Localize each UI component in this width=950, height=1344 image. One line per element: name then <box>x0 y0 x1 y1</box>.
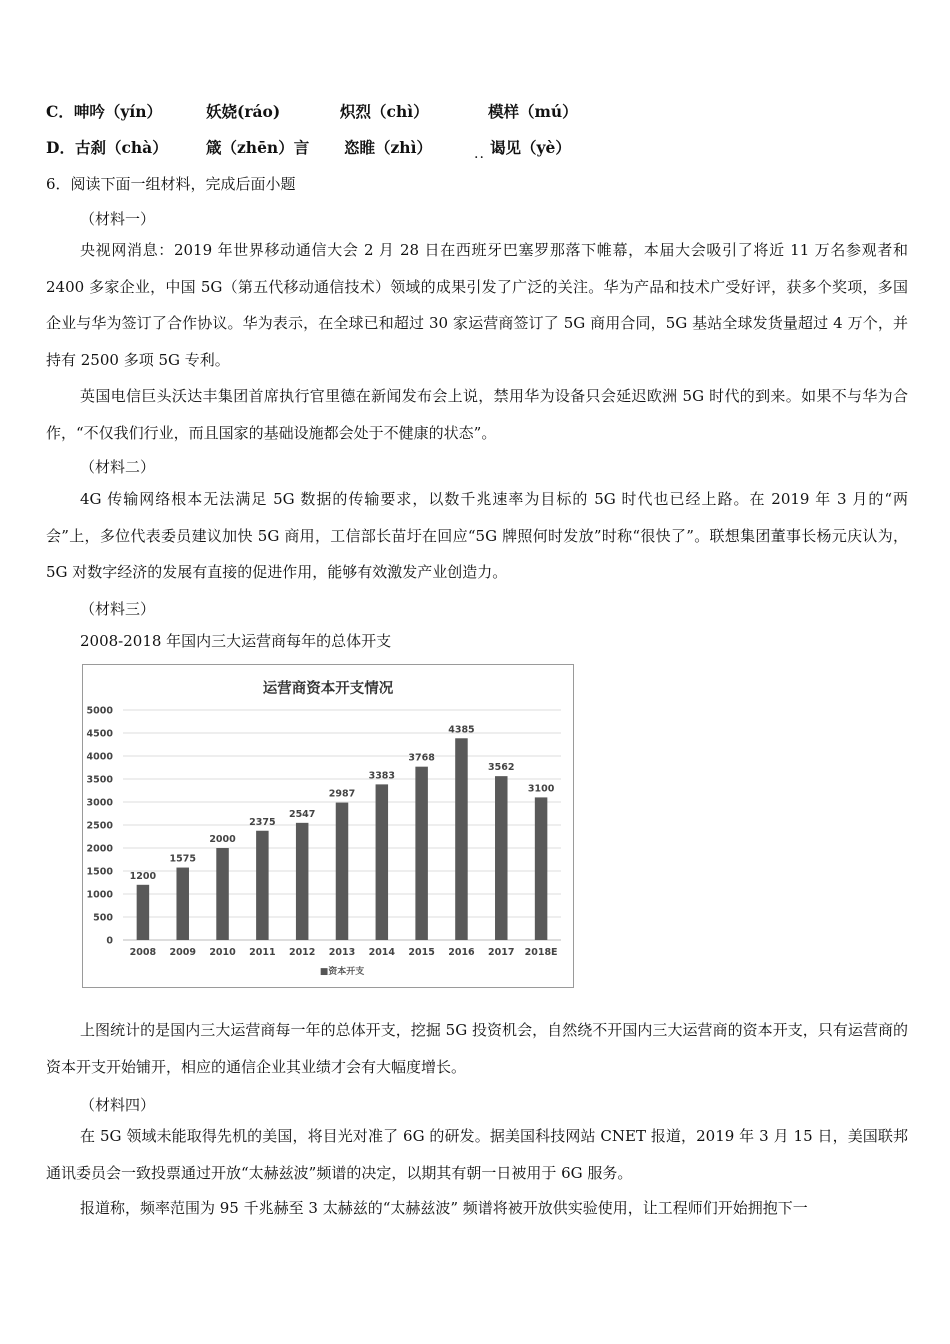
material-1-paragraph-1: 央视网消息：2019 年世界移动通信大会 2 月 28 日在西班牙巴塞罗那落下帷幕，本届大会吸引了将近 11 万名参观者和 2400 多家企业，中国 5G（第五代移动通信技术）领域的成果引发了广泛的关注。华为产品和技术广受好评，获多个奖项，多国企业与华为签订了合作协议。华为表示，在全球已和超过 30 家运营商签订了 5G 商用合同，5G 基站全球发货量超过 4 万个，并持有 2500 多项 5G 专利。 <box>46 241 908 369</box>
chart-title: 运营商资本开支情况 <box>262 681 394 697</box>
x-tick-label: 2016 <box>448 947 475 958</box>
y-tick-label: 4000 <box>86 751 113 763</box>
option-c-3: 炽烈（chì） <box>340 102 429 121</box>
material-3-paragraph-1: 上图统计的是国内三大运营商每一年的总体开支，挖掘 5G 投资机会，自然绕不开国内三大运营商的资本开支，只有运营商的资本开支开始铺开，相应的通信企业其业绩才会有大幅度增长。 <box>46 1021 908 1076</box>
x-tick-label: 2014 <box>368 947 396 958</box>
y-tick-label: 3500 <box>86 774 113 786</box>
y-tick-label: 500 <box>93 912 113 924</box>
y-tick-label: 1500 <box>86 866 113 878</box>
bar <box>216 848 229 940</box>
data-label: 1200 <box>129 870 157 882</box>
legend-label: ■资本开支 <box>319 967 365 977</box>
y-tick-label: 3000 <box>86 797 113 809</box>
y-tick-label: 4500 <box>86 728 113 740</box>
option-c-1: C．呻吟（yín） <box>46 102 163 121</box>
chart-caption: 2008-2018 年国内三大运营商每年的总体开支 <box>80 632 392 650</box>
x-tick-label: 2012 <box>288 947 316 958</box>
data-label: 3383 <box>368 770 396 782</box>
data-label: 2547 <box>288 808 316 820</box>
bar <box>176 868 189 940</box>
material-3-label: （材料三） <box>80 600 156 618</box>
material-1-label: （材料一） <box>80 210 156 228</box>
data-label: 1575 <box>169 853 196 865</box>
x-tick-label: 2011 <box>249 947 276 958</box>
bar <box>376 784 389 940</box>
bar <box>256 831 269 940</box>
option-c-4: 模样（mú） <box>488 102 578 121</box>
material-2-paragraph-1: 4G 传输网络根本无法满足 5G 数据的传输要求，以数千兆速率为目标的 5G 时代也已经上路。在 2019 年 3 月的“两会”上，多位代表委员建议加快 5G 商用，工信部长苗圩在回应“5G 牌照何时发放”时称“很快了”。联想集团董事长杨元庆认为，5G 对数字经济的发展有直接的促进作用，能够有效激发产业创造力。 <box>46 490 908 581</box>
y-tick-label: 1000 <box>86 889 113 901</box>
data-label: 3768 <box>408 752 435 764</box>
data-label: 3100 <box>527 783 555 795</box>
material-2-label: （材料二） <box>80 458 156 476</box>
y-tick-label: 5000 <box>86 705 113 717</box>
y-tick-label: 2500 <box>86 820 113 832</box>
x-tick-label: 2008 <box>129 947 157 958</box>
x-tick-label: 2013 <box>328 947 356 958</box>
y-tick-label: 0 <box>106 935 113 947</box>
material-4-paragraph-2: 报道称，频率范围为 95 千兆赫至 3 太赫兹的“太赫兹波” 频谱将被开放供实验使用，让工程师们开始拥抱下一 <box>80 1199 808 1217</box>
emphasis-dots: .. <box>474 146 485 162</box>
bar <box>296 823 309 940</box>
x-tick-label: 2017 <box>488 947 515 958</box>
data-label: 4385 <box>448 724 475 736</box>
bar <box>137 885 150 940</box>
bar <box>535 797 548 940</box>
option-c-2: 妖娆(ráo) <box>206 102 281 121</box>
material-1-paragraph-2: 英国电信巨头沃达丰集团首席执行官里德在新闻发布会上说，禁用华为设备只会延迟欧洲 5G 时代的到来。如果不与华为合作，“不仅我们行业，而且国家的基础设施都会处于不健康的状态”。 <box>46 387 908 442</box>
x-tick-label: 2009 <box>169 947 196 958</box>
capex-chart <box>82 664 574 988</box>
x-tick-label: 2010 <box>209 947 236 958</box>
bar <box>455 738 468 940</box>
option-d-4: 谒见（yè） <box>490 138 571 157</box>
data-label: 2375 <box>249 816 276 828</box>
option-d-1: D．古刹（chà） <box>46 138 168 157</box>
data-label: 3562 <box>488 762 515 774</box>
bar <box>495 776 508 940</box>
bar <box>336 803 349 940</box>
question-heading: 6．阅读下面一组材料，完成后面小题 <box>46 175 296 193</box>
material-4-label: （材料四） <box>80 1096 156 1114</box>
x-tick-label: 2018E <box>524 947 558 958</box>
data-label: 2987 <box>328 788 356 800</box>
option-d-3: 恣睢（zhì） <box>344 138 432 157</box>
option-d-2: 箴（zhēn）言 <box>206 138 310 157</box>
material-4-paragraph-1: 在 5G 领域未能取得先机的美国，将目光对准了 6G 的研发。据美国科技网站 CNET 报道，2019 年 3 月 15 日，美国联邦通讯委员会一致投票通过开放“太赫兹波”频谱的决定，以期其有朝一日被用于 6G 服务。 <box>46 1127 908 1182</box>
y-tick-label: 2000 <box>86 843 113 855</box>
x-tick-label: 2015 <box>408 947 435 958</box>
data-label: 2000 <box>209 834 236 845</box>
chart-canvas <box>83 665 573 987</box>
bar <box>415 767 428 940</box>
